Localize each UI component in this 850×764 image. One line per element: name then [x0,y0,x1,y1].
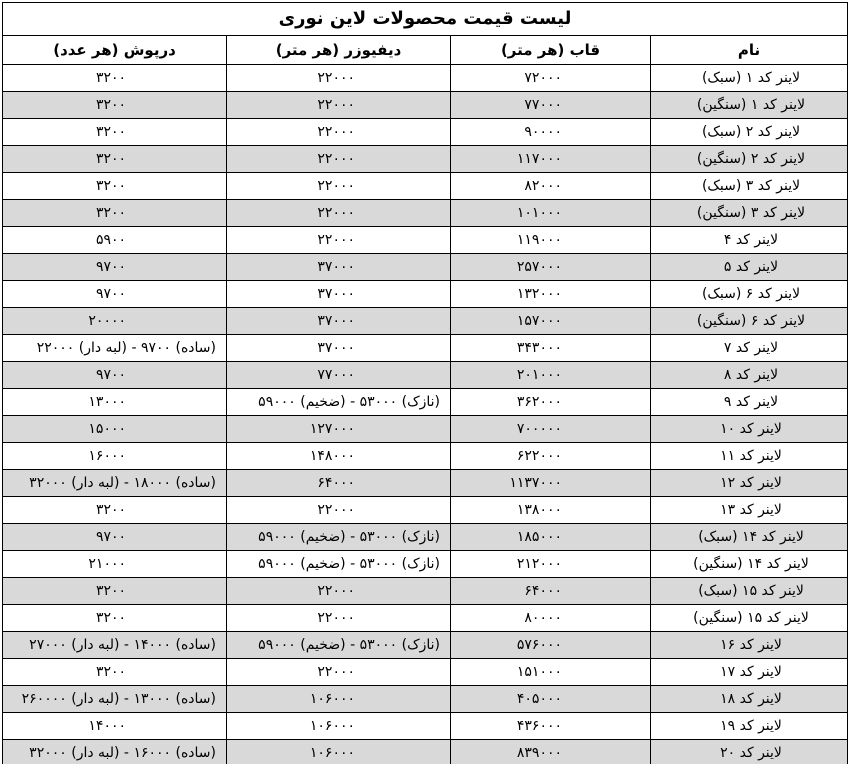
cell-name: لاینر کد ۶ (سنگین) [651,308,848,335]
cell-name: لاینر کد ۱۱ [651,443,848,470]
cell-diffuser: ۶۴۰۰۰ [227,470,451,497]
cell-diffuser: ۱۴۸۰۰۰ [227,443,451,470]
table-row [3,632,848,659]
cell-name: لاینر کد ۱۰ [651,416,848,443]
cell-drapush: ۱۳۰۰۰ [3,389,227,416]
cell-diffuser: ۱۰۶۰۰۰ [227,713,451,740]
header-qab: قاب (هر متر) [451,36,651,65]
cell-name: لاینر کد ۲ (سنگین) [651,146,848,173]
table-row [3,389,848,416]
cell-name: لاینر کد ۱۶ [651,632,848,659]
cell-diffuser: ۲۲۰۰۰ [227,605,451,632]
cell-qab: ۲۱۲۰۰۰ [451,551,651,578]
cell-diffuser: ۲۲۰۰۰ [227,173,451,200]
table-row [3,119,848,146]
cell-qab: ۱۸۵۰۰۰ [451,524,651,551]
table-row [3,686,848,713]
cell-diffuser: ۲۲۰۰۰ [227,146,451,173]
cell-qab: ۱۱۳۷۰۰۰ [451,470,651,497]
cell-drapush: ۵۹۰۰ [3,227,227,254]
table-row [3,227,848,254]
title-row [3,3,848,36]
cell-qab: ۲۵۷۰۰۰ [451,254,651,281]
cell-name: لاینر کد ۱۵ (سنگین) [651,605,848,632]
cell-diffuser: ۲۲۰۰۰ [227,65,451,92]
cell-drapush: ۳۲۰۰ [3,119,227,146]
table-row [3,146,848,173]
cell-name: لاینر کد ۴ [651,227,848,254]
cell-name: لاینر کد ۲۰ [651,740,848,764]
cell-qab: ۵۷۶۰۰۰ [451,632,651,659]
table-row [3,551,848,578]
cell-qab: ۱۳۸۰۰۰ [451,497,651,524]
cell-name: لاینر کد ۲ (سبک) [651,119,848,146]
cell-qab: ۴۰۵۰۰۰ [451,686,651,713]
cell-qab: ۱۵۱۰۰۰ [451,659,651,686]
table-row [3,254,848,281]
cell-drapush: ۱۵۰۰۰ [3,416,227,443]
table-row [3,578,848,605]
cell-qab: ۷۲۰۰۰ [451,65,651,92]
table-row [3,308,848,335]
table-row [3,65,848,92]
table-row [3,173,848,200]
cell-drapush: ۳۲۰۰ [3,200,227,227]
table-row [3,200,848,227]
cell-qab: ۱۵۷۰۰۰ [451,308,651,335]
cell-drapush: (ساده) ۱۳۰۰۰ - (لبه دار) ۲۶۰۰۰۰ [3,686,227,713]
cell-name: لاینر کد ۱۳ [651,497,848,524]
table-title: لیست قیمت محصولات لاین نوری [3,3,848,36]
cell-qab: ۲۰۱۰۰۰ [451,362,651,389]
cell-qab: ۶۴۰۰۰ [451,578,651,605]
cell-name: لاینر کد ۱۵ (سبک) [651,578,848,605]
table-row [3,713,848,740]
cell-name: لاینر کد ۵ [651,254,848,281]
cell-diffuser: ۳۷۰۰۰ [227,308,451,335]
cell-diffuser: ۳۷۰۰۰ [227,254,451,281]
cell-diffuser: ۷۷۰۰۰ [227,362,451,389]
cell-name: لاینر کد ۸ [651,362,848,389]
cell-drapush: ۱۶۰۰۰ [3,443,227,470]
cell-qab: ۱۰۱۰۰۰ [451,200,651,227]
cell-qab: ۳۶۲۰۰۰ [451,389,651,416]
cell-drapush: ۲۰۰۰۰ [3,308,227,335]
cell-drapush: ۳۲۰۰ [3,659,227,686]
header-drapush: درپوش (هر عدد) [3,36,227,65]
cell-qab: ۶۲۲۰۰۰ [451,443,651,470]
cell-name: لاینر کد ۱۲ [651,470,848,497]
cell-qab: ۸۳۹۰۰۰ [451,740,651,764]
cell-drapush: (ساده) ۱۶۰۰۰ - (لبه دار) ۳۲۰۰۰ [3,740,227,764]
table-row [3,362,848,389]
cell-diffuser: ۲۲۰۰۰ [227,200,451,227]
header-row [3,36,848,65]
cell-diffuser: ۱۰۶۰۰۰ [227,686,451,713]
cell-drapush: ۹۷۰۰ [3,362,227,389]
cell-qab: ۱۱۷۰۰۰ [451,146,651,173]
cell-name: لاینر کد ۱۴ (سبک) [651,524,848,551]
table-row [3,605,848,632]
header-name: نام [651,36,848,65]
cell-diffuser: ۲۲۰۰۰ [227,92,451,119]
cell-name: لاینر کد ۹ [651,389,848,416]
cell-drapush: ۳۲۰۰ [3,173,227,200]
cell-diffuser: ۲۲۰۰۰ [227,119,451,146]
cell-drapush: ۹۷۰۰ [3,524,227,551]
cell-name: لاینر کد ۱۹ [651,713,848,740]
cell-diffuser: (نازک) ۵۳۰۰۰ - (ضخیم) ۵۹۰۰۰ [227,524,451,551]
cell-drapush: ۱۴۰۰۰ [3,713,227,740]
cell-diffuser: ۲۲۰۰۰ [227,497,451,524]
table-body [3,65,848,764]
cell-qab: ۳۴۳۰۰۰ [451,335,651,362]
cell-drapush: ۳۲۰۰ [3,92,227,119]
table-row [3,416,848,443]
header-diffuser: دیفیوزر (هر متر) [227,36,451,65]
cell-diffuser: (نازک) ۵۳۰۰۰ - (ضخیم) ۵۹۰۰۰ [227,551,451,578]
table-row [3,740,848,764]
cell-name: لاینر کد ۱ (سبک) [651,65,848,92]
cell-qab: ۷۰۰۰۰۰ [451,416,651,443]
cell-diffuser: (نازک) ۵۳۰۰۰ - (ضخیم) ۵۹۰۰۰ [227,632,451,659]
cell-name: لاینر کد ۶ (سبک) [651,281,848,308]
cell-qab: ۹۰۰۰۰ [451,119,651,146]
cell-drapush: ۳۲۰۰ [3,578,227,605]
price-table [2,2,848,764]
cell-diffuser: ۱۰۶۰۰۰ [227,740,451,764]
cell-drapush: ۹۷۰۰ [3,254,227,281]
table-row [3,443,848,470]
cell-name: لاینر کد ۳ (سبک) [651,173,848,200]
cell-drapush: (ساده) ۹۷۰۰ - (لبه دار) ۲۲۰۰۰ [3,335,227,362]
cell-drapush: (ساده) ۱۴۰۰۰ - (لبه دار) ۲۷۰۰۰ [3,632,227,659]
cell-qab: ۴۳۶۰۰۰ [451,713,651,740]
table-row [3,524,848,551]
cell-diffuser: ۲۲۰۰۰ [227,659,451,686]
cell-name: لاینر کد ۱۸ [651,686,848,713]
cell-diffuser: ۲۲۰۰۰ [227,227,451,254]
cell-diffuser: ۱۲۷۰۰۰ [227,416,451,443]
cell-name: لاینر کد ۱۴ (سنگین) [651,551,848,578]
cell-name: لاینر کد ۱ (سنگین) [651,92,848,119]
cell-diffuser: ۲۲۰۰۰ [227,578,451,605]
cell-diffuser: (نازک) ۵۳۰۰۰ - (ضخیم) ۵۹۰۰۰ [227,389,451,416]
cell-drapush: ۳۲۰۰ [3,65,227,92]
table-row [3,659,848,686]
table-row [3,335,848,362]
cell-qab: ۱۳۲۰۰۰ [451,281,651,308]
cell-drapush: ۹۷۰۰ [3,281,227,308]
cell-name: لاینر کد ۳ (سنگین) [651,200,848,227]
cell-qab: ۸۰۰۰۰ [451,605,651,632]
cell-diffuser: ۳۷۰۰۰ [227,281,451,308]
cell-name: لاینر کد ۷ [651,335,848,362]
cell-qab: ۸۲۰۰۰ [451,173,651,200]
table-row [3,497,848,524]
cell-name: لاینر کد ۱۷ [651,659,848,686]
cell-qab: ۱۱۹۰۰۰ [451,227,651,254]
table-row [3,281,848,308]
cell-drapush: ۳۲۰۰ [3,497,227,524]
cell-qab: ۷۷۰۰۰ [451,92,651,119]
cell-drapush: ۲۱۰۰۰ [3,551,227,578]
table-row [3,92,848,119]
cell-diffuser: ۳۷۰۰۰ [227,335,451,362]
cell-drapush: ۳۲۰۰ [3,605,227,632]
cell-drapush: (ساده) ۱۸۰۰۰ - (لبه دار) ۳۲۰۰۰ [3,470,227,497]
cell-drapush: ۳۲۰۰ [3,146,227,173]
table-row [3,470,848,497]
